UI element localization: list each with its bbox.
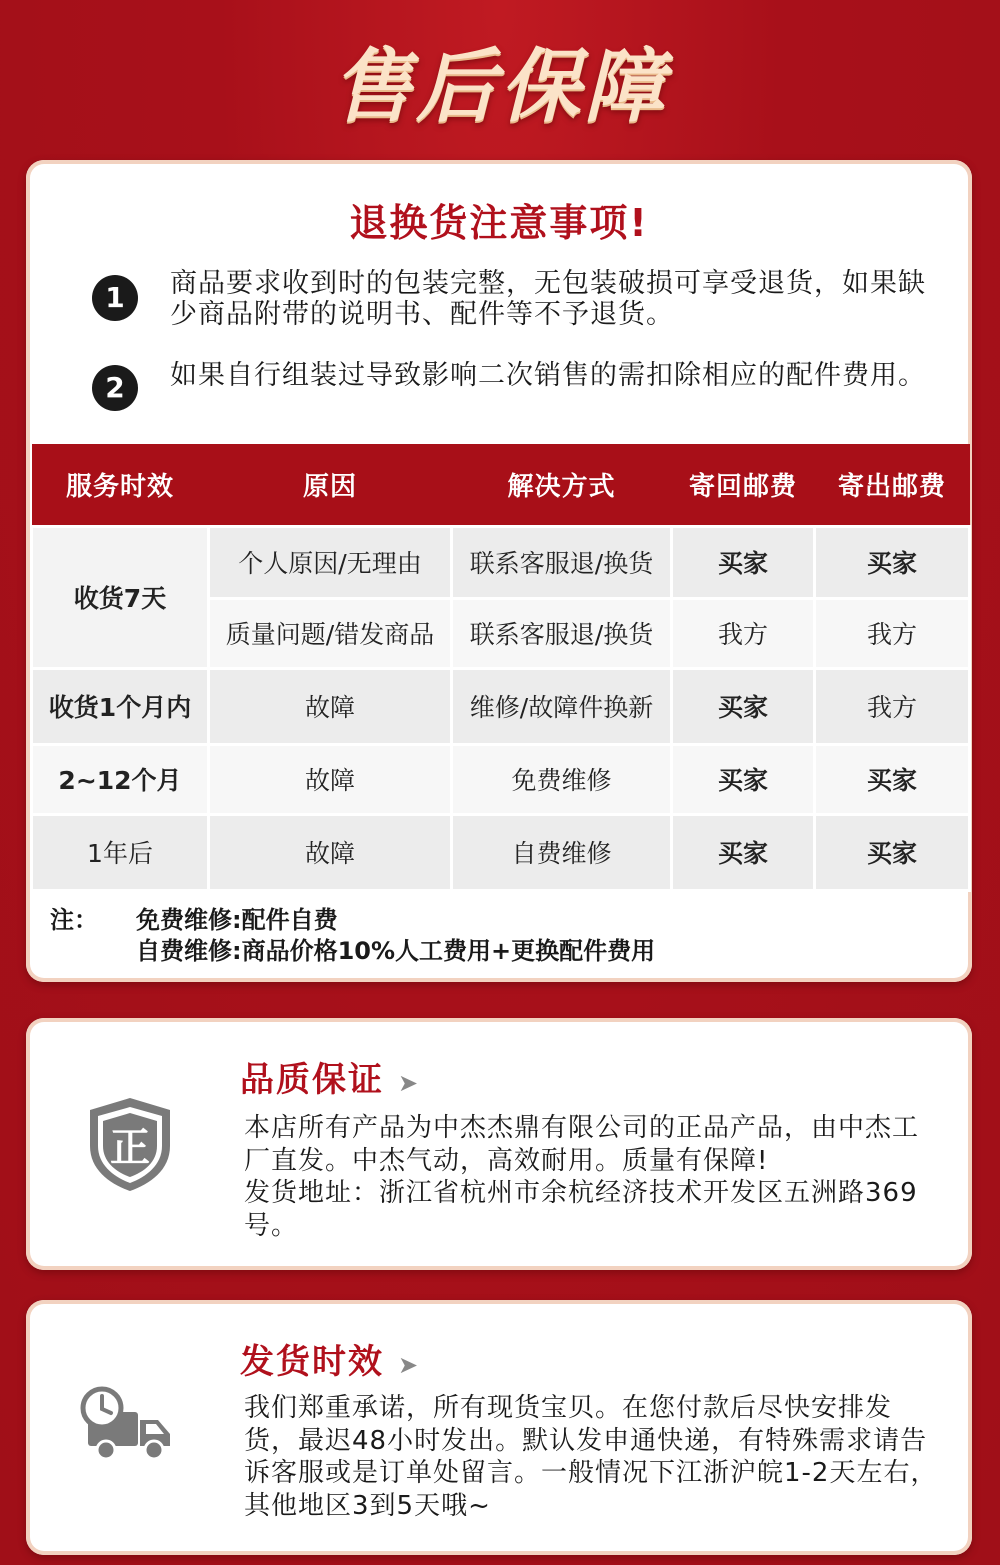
- service-policy-table: [30, 444, 971, 892]
- table-row: [32, 526, 970, 598]
- table-header-row: [32, 444, 970, 526]
- column-header: 服务时效: [32, 444, 209, 526]
- rule-text: 商品要求收到时的包装完整，无包装破损可享受退货，如果缺少商品附带的说明书、配件等不予退货。: [170, 268, 926, 330]
- shipping-body-line: 其他地区3到5天哦~: [244, 1490, 491, 1521]
- reason-cell: 故障: [209, 668, 452, 744]
- solution-cell: 联系客服退/换货: [452, 526, 672, 598]
- shipping-body-line: 诉客服或是订单处留言。一般情况下江浙沪皖1-2天左右，: [244, 1458, 938, 1488]
- notes-line: 免费维修:配件自费: [136, 906, 338, 934]
- shipping-title-text: 发货时效: [240, 1342, 384, 1382]
- solution-cell: 联系客服退/换货: [452, 598, 672, 668]
- quality-body: [244, 1112, 954, 1242]
- reason-cell: 质量问题/错发商品: [209, 598, 452, 668]
- return-fee-cell: 买家: [672, 526, 815, 598]
- return-fee-cell: 买家: [672, 814, 815, 890]
- table-row: [32, 744, 970, 814]
- column-header: 寄回邮费: [672, 444, 815, 526]
- returns-notice-card: [26, 160, 972, 982]
- table-row: [32, 668, 970, 744]
- page-title: 售后保障: [332, 40, 668, 133]
- send-fee-cell: 我方: [815, 598, 970, 668]
- returns-notice-heading: 退换货注意事项!: [349, 201, 649, 245]
- quality-body-line: 发货地址：浙江省杭州市余杭经济技术开发区五洲路369: [244, 1178, 918, 1208]
- shield-glyph: 正: [110, 1125, 150, 1171]
- reason-cell: 故障: [209, 814, 452, 890]
- send-fee-cell: 买家: [815, 744, 970, 814]
- shipping-body-line: 我们郑重承诺，所有现货宝贝。在您付款后尽快安排发: [244, 1393, 893, 1423]
- shipping-time-card: [26, 1300, 972, 1555]
- return-fee-cell: 买家: [672, 744, 815, 814]
- reason-cell: 个人原因/无理由: [209, 526, 452, 598]
- send-fee-cell: 买家: [815, 814, 970, 890]
- shipping-title: [240, 1334, 420, 1383]
- rule-text: 如果自行组装过导致影响二次销售的需扣除相应的配件费用。: [170, 360, 926, 391]
- column-header: 原因: [209, 444, 452, 526]
- period-cell: 2~12个月: [32, 744, 209, 814]
- solution-cell: 免费维修: [452, 744, 672, 814]
- return-fee-cell: 我方: [672, 598, 815, 668]
- period-cell: 1年后: [32, 814, 209, 890]
- notes-line: 自费维修:商品价格10%人工费用+更换配件费用: [136, 937, 656, 965]
- quality-title-text: 品质保证: [240, 1060, 384, 1100]
- quality-body-line: 号。: [244, 1210, 299, 1241]
- rule-number-badge: 2: [92, 365, 138, 411]
- delivery-truck-clock-icon: [80, 1386, 176, 1466]
- shipping-body: [244, 1392, 954, 1522]
- quality-title: [240, 1052, 420, 1101]
- period-cell: 收货1个月内: [32, 668, 209, 744]
- reason-cell: 故障: [209, 744, 452, 814]
- column-header: 寄出邮费: [815, 444, 970, 526]
- shipping-body-line: 货，最迟48小时发出。默认发申通快递，有特殊需求请告: [244, 1425, 928, 1456]
- solution-cell: 自费维修: [452, 814, 672, 890]
- send-fee-cell: 我方: [815, 668, 970, 744]
- period-cell: 收货7天: [32, 526, 209, 668]
- quality-guarantee-card: [26, 1018, 972, 1270]
- quality-body-line: 厂直发。中杰气动，高效耐用。质量有保障!: [244, 1145, 769, 1176]
- quality-body-line: 本店所有产品为中杰杰鼎有限公司的正品产品，由中杰工: [244, 1113, 920, 1143]
- solution-cell: 维修/故障件换新: [452, 668, 672, 744]
- table-row: [32, 814, 970, 890]
- notes-label: 注：: [50, 906, 98, 934]
- send-fee-cell: 买家: [815, 526, 970, 598]
- arrow-right-icon: ➤: [398, 1069, 421, 1097]
- shield-zheng-icon: [84, 1094, 176, 1194]
- arrow-right-icon: ➤: [398, 1351, 421, 1379]
- rule-number-badge: 1: [92, 275, 138, 321]
- column-header: 解决方式: [452, 444, 672, 526]
- return-fee-cell: 买家: [672, 668, 815, 744]
